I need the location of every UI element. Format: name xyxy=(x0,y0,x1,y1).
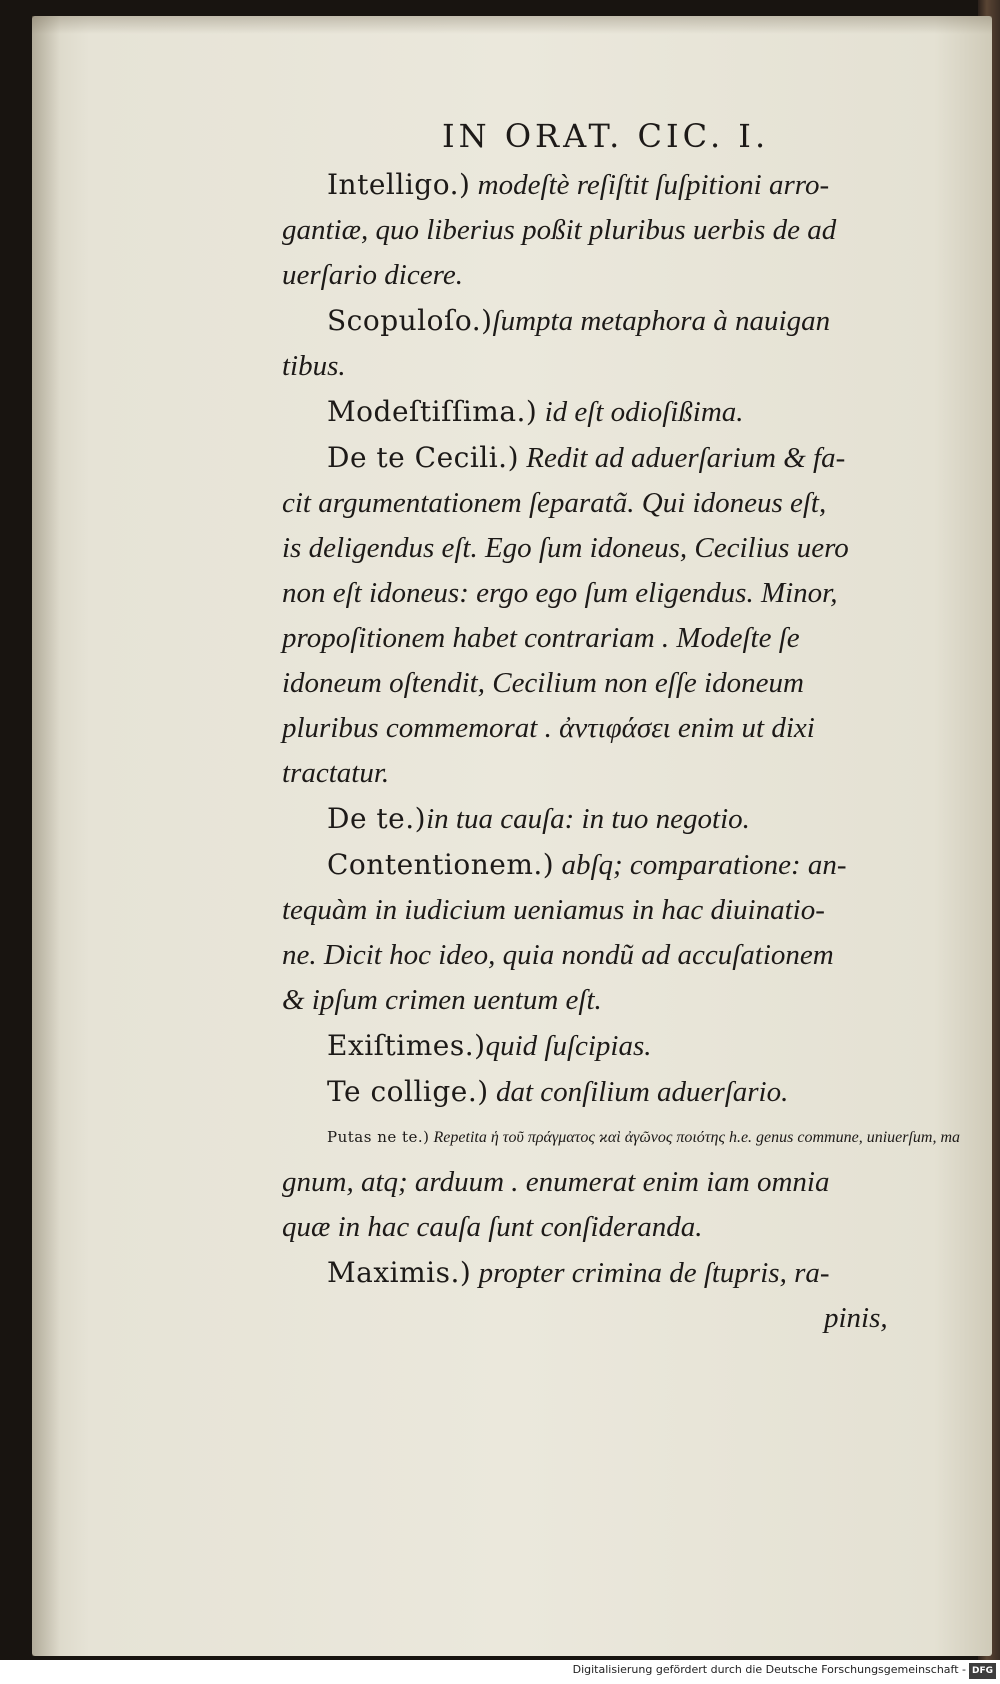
lemma: Modeſtiſſima.) xyxy=(327,395,538,428)
text-line xyxy=(282,481,962,526)
gloss: modeſtè reſiſtit ſuſpitioni arro- xyxy=(470,169,830,201)
text-line xyxy=(282,1115,962,1160)
dfg-logo: DFG xyxy=(969,1663,996,1679)
gloss: idoneum oſtendit, Cecilium non eſſe idoneum xyxy=(282,667,804,699)
gloss: tibus. xyxy=(282,350,346,382)
gloss: gantiæ, quo liberius poßit pluribus uerbis de ad xyxy=(282,214,837,246)
gloss: Repetita ἡ τοῦ πράγματος ϰαὶ ἀγῶνος ποιότης h.e. genus commune, uniuerſum, ma xyxy=(429,1129,961,1146)
text-line xyxy=(282,571,962,616)
gloss: propoſitionem habet contrariam . Modeſte ſe xyxy=(282,622,800,654)
gloss: non eſt idoneus: ergo ego ſum eligendus. Minor, xyxy=(282,577,838,609)
lemma: De te.) xyxy=(327,802,427,835)
gloss: quæ in hac cauſa ſunt conſideranda. xyxy=(282,1211,703,1243)
text-block xyxy=(282,116,962,1341)
running-head: IN ORAT. CIC. I. xyxy=(442,117,770,155)
gloss: is deligendus eſt. Ego ſum idoneus, Cecilius uero xyxy=(282,532,849,564)
lemma: Putas ne te.) xyxy=(327,1128,430,1146)
gloss: in tua cauſa: in tuo negotio. xyxy=(426,803,750,835)
gloss: & ipſum crimen uentum eſt. xyxy=(282,984,602,1016)
gloss: pluribus commemorat . ἀντιφάσει enim ut dixi xyxy=(282,712,815,744)
text-line xyxy=(282,526,962,571)
footer-bar xyxy=(0,1660,1000,1684)
text-line xyxy=(282,162,962,208)
text-line xyxy=(282,888,962,933)
page-gutter-shadow xyxy=(32,16,60,1656)
gloss: uerſario dicere. xyxy=(282,259,463,291)
gloss: dat conſilium aduerſario. xyxy=(488,1076,789,1108)
page-shadow xyxy=(32,16,992,34)
gloss: ne. Dicit hoc ideo, quia nondũ ad accuſationem xyxy=(282,939,834,971)
text-line xyxy=(282,796,962,842)
lemma: Te collige.) xyxy=(327,1075,489,1108)
lemma: Scopuloſo.) xyxy=(327,304,493,337)
gloss: tractatur. xyxy=(282,757,390,789)
text-line xyxy=(282,1250,962,1296)
text-line xyxy=(282,1023,962,1069)
text-line xyxy=(282,208,962,253)
text-line xyxy=(282,435,962,481)
lemma: De te Cecili.) xyxy=(327,441,520,474)
commentary-lines xyxy=(282,162,962,1296)
gloss: ſumpta metaphora à nauigan xyxy=(492,305,831,337)
text-line xyxy=(282,344,962,389)
text-line xyxy=(282,842,962,888)
gloss: propter crimina de ſtupris, ra- xyxy=(471,1257,830,1289)
gloss: gnum, atq; arduum . enumerat enim iam omnia xyxy=(282,1166,830,1198)
text-line xyxy=(282,1160,962,1205)
gloss: cit argumentationem ſeparatã. Qui idoneus eſt, xyxy=(282,487,827,519)
catchword-line xyxy=(282,1296,962,1341)
text-line xyxy=(282,389,962,435)
gloss: quid ſuſcipias. xyxy=(485,1030,652,1062)
lemma: Maximis.) xyxy=(327,1256,472,1289)
text-line xyxy=(282,1205,962,1250)
lemma: Contentionem.) xyxy=(327,848,555,881)
gloss: id eſt odioſißima. xyxy=(537,396,744,428)
text-line xyxy=(282,253,962,298)
text-line xyxy=(282,978,962,1023)
footer-credit: Digitalisierung gefördert durch die Deutsche Forschungsgemeinschaft - xyxy=(572,1663,966,1676)
text-line xyxy=(282,298,962,344)
lemma: Exiſtimes.) xyxy=(327,1029,486,1062)
gloss: Redit ad aduerſarium & fa- xyxy=(519,442,846,474)
catchword: pinis, xyxy=(824,1302,888,1334)
text-line xyxy=(282,706,962,751)
gloss: abſq; comparatione: an- xyxy=(554,849,847,881)
text-line xyxy=(282,661,962,706)
text-line xyxy=(282,1069,962,1115)
text-line xyxy=(282,751,962,796)
lemma: Intelligo.) xyxy=(327,168,471,201)
gloss: tequàm in iudicium ueniamus in hac diuinatio- xyxy=(282,894,825,926)
text-line xyxy=(282,933,962,978)
text-line xyxy=(282,616,962,661)
book-page xyxy=(32,16,992,1656)
